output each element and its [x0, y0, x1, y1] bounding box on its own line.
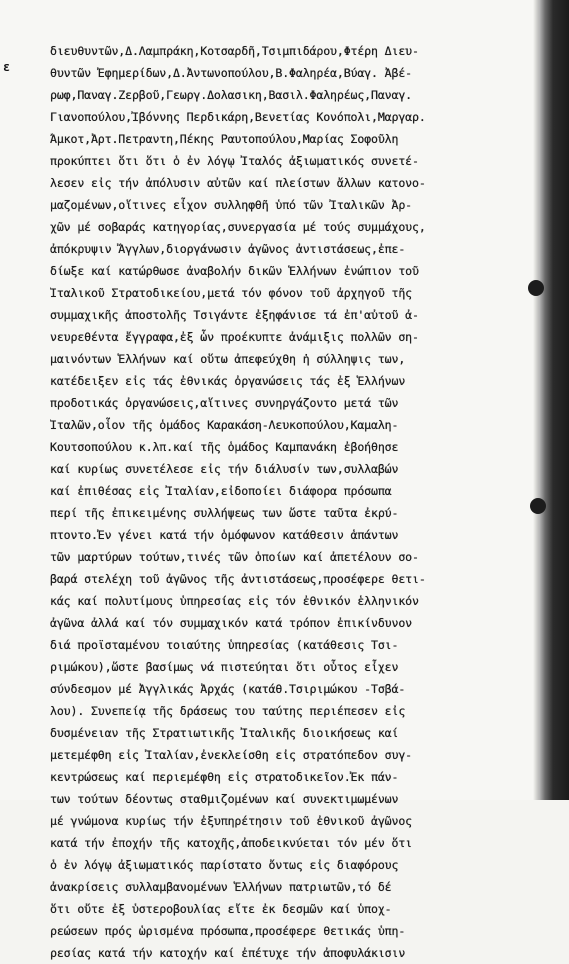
text-line: κεντρώσεως καί περιεμέφθη εἰς στρατοδικεῖον.Ἐκ πάν- [50, 770, 399, 784]
text-line: μέ γνώμονα κυρίως τήν ἐξυπηρέτησιν τοῦ ἐθνικοῦ ἀγῶνος [50, 814, 412, 828]
text-line: περί τῆς ἐπικειμένης συλλήψεως των ὥστε ταῦτα ἐκρύ- [50, 506, 399, 520]
text-line: Ἰταλικοῦ Στρατοδικείου,μετά τόν φόνον τοῦ ἀρχηγοῦ τῆς [50, 286, 412, 300]
text-line: ἀγῶνα ἀλλά καί τόν συμμαχικόν κατά τρόπον ἐπικίνδυνον [50, 616, 412, 630]
text-line: βαρά στελέχη τοῦ ἀγῶνος τῆς ἀντιστάσεως,προσέφερε θετι- [50, 572, 426, 586]
text-line: ρεώσεων πρός ὡρισμένα πρόσωπα,προσέφερε θετικάς ὑπη- [50, 924, 406, 938]
typewritten-text [50, 40, 520, 964]
punch-hole-top [528, 280, 544, 296]
text-line: μετεμέφθη εἰς Ἰταλίαν,ἐνεκλείσθη εἰς στρατόπεδον συγ- [50, 748, 412, 762]
text-line: ἀπόκρυψιν Ἄγγλων,διοργάνωσιν ἀγῶνος ἀντιστάσεως,ἐπε- [50, 242, 406, 256]
text-line: δυσμένειαν τῆς Στρατιωτικῆς Ἰταλικῆς διοικήσεως καί [50, 726, 399, 740]
scan-edge-shadow [539, 0, 569, 800]
text-line: Ἰταλῶν,οἷον τῆς ὁμάδος Καρακάση-Λευκοπούλου,Καμαλη- [50, 418, 399, 432]
text-line: προκύπτει ὅτι ὅτι ὁ ἐν λόγῳ Ἰταλός ἀξιωματικός συνετέ- [50, 154, 419, 168]
text-line: κάς καί πολυτίμους ὑπηρεσίας εἰς τόν ἐθνικόν ἑλληνικόν [50, 594, 419, 608]
text-line: χῶν μέ σοβαράς κατηγορίας,συνεργασία μέ τούς συμμάχους, [50, 220, 426, 234]
text-line: συμμαχικῆς ἀποστολῆς Τσιγάντε ἐξηφάνισε τά ἐπ'αὐτοῦ ἀ- [50, 308, 419, 322]
text-line: ὅτι οὔτε ἐξ ὑστεροβουλίας εἴτε ἐκ δεσμῶν καί ὑποχ- [50, 902, 392, 916]
text-line: μαζομένων,οἵτινες εἶχον συλληφθῆ ὑπό τῶν Ἰταλικῶν Ἀρ- [50, 198, 412, 212]
text-line: λεσεν εἰς τήν ἀπόλυσιν αὐτῶν καί πλείστων ἄλλων κατονο- [50, 176, 426, 190]
scan-edge-gradient [533, 0, 539, 800]
text-line: ρεσίας κατά τήν κατοχήν καί ἐπέτυχε τήν ἀποφυλάκισιν [50, 946, 406, 960]
text-line: σύνδεσμον μέ Ἀγγλικάς Ἀρχάς (κατάθ.Τσιριμώκου -Τσβά- [50, 682, 406, 696]
text-line: Κουτσοπούλου κ.λπ.καί τῆς ὁμάδος Καμπανάκη ἐβοήθησε [50, 440, 399, 454]
text-line: καί ἐπιθέσας εἰς Ἰταλίαν,εἰδοποίει διάφορα πρόσωπα [50, 484, 392, 498]
text-line: των τούτων δέοντως σταθμιζομένων καί συνεκτιμωμένων [50, 792, 399, 806]
text-line: διευθυντῶν,Δ.Λαμπράκη,Κοτσαρδῆ,Τσιμπιδάρου,Φτέρη Διευ- [50, 44, 419, 58]
text-line: πτοντο.Ἐν γένει κατά τήν ὁμόφωνον κατάθεσιν ἁπάντων [50, 528, 399, 542]
text-line: μαινόντων Ἑλλήνων καί οὕτω ἀπεφεύχθη ἡ σύλληψις των, [50, 352, 406, 366]
text-line: καί κυρίως συνετέλεσε εἰς τήν διάλυσίν των,συλλαβών [50, 462, 399, 476]
text-line: ριμώκου),ὥστε βασίμως νά πιστεύηται ὅτι οὗτος εἶχεν [50, 660, 399, 674]
text-line: ἀνακρίσεις συλλαμβανομένων Ἑλλήνων πατριωτῶν,τό δέ [50, 880, 392, 894]
text-line: κατέδειξεν εἰς τάς ἐθνικάς ὀργανώσεις τάς ἐξ Ἑλλήνων [50, 374, 406, 388]
text-line: Ἄμκοτ,Ἀρτ.Πετραντη,Πέκης Ραυτοπούλου,Μαρίας Σοφοῦλη [50, 132, 399, 146]
text-line: κατά τήν ἐποχήν τῆς κατοχῆς,ἀποδεικνύεται τόν μέν ὅτι [50, 836, 412, 850]
text-line: διά προϊσταμένου τοιαύτης ὑπηρεσίας (κατάθεσις Τσι- [50, 638, 399, 652]
text-line: λου). Συνεπείᾳ τῆς δράσεως του ταύτης περιέπεσεν εἰς [50, 704, 406, 718]
margin-mark: ε [3, 60, 11, 74]
text-line: νευρεθέντα ἔγγραφα,ἐξ ὧν προέκυπτε ἀνάμιξις πολλῶν ση- [50, 330, 419, 344]
punch-hole-bottom [530, 498, 546, 514]
text-line: προδοτικάς ὀργανώσεις,αἵτινες συνηργάζοντο μετά τῶν [50, 396, 399, 410]
text-line: Γιανοπούλου,Ἰβόννης Περδικάρη,Βενετίας Κονόπολι,Μαργαρ. [50, 110, 426, 124]
text-line: ὁ ἐν λόγῳ ἀξιωματικός παρίστατο ὄντως εἰς διαφόρους [50, 858, 399, 872]
text-line: δίωξε καί κατώρθωσε ἀναβολήν δικῶν Ἑλλήνων ἐνώπιον τοῦ [50, 264, 419, 278]
text-line: θυντῶν Ἐφημερίδων,Δ.Ἀντωνοπούλου,Β.Φαληρέα,Βύαγ. Ἀβέ- [50, 66, 412, 80]
text-line: ρωφ,Παναγ.Ζερβοῦ,Γεωργ.Δολασικη,Βασιλ.Φαληρέως,Παναγ. [50, 88, 412, 102]
text-line: τῶν μαρτύρων τούτων,τινές τῶν ὁποίων καί ἀπετέλουν σο- [50, 550, 419, 564]
